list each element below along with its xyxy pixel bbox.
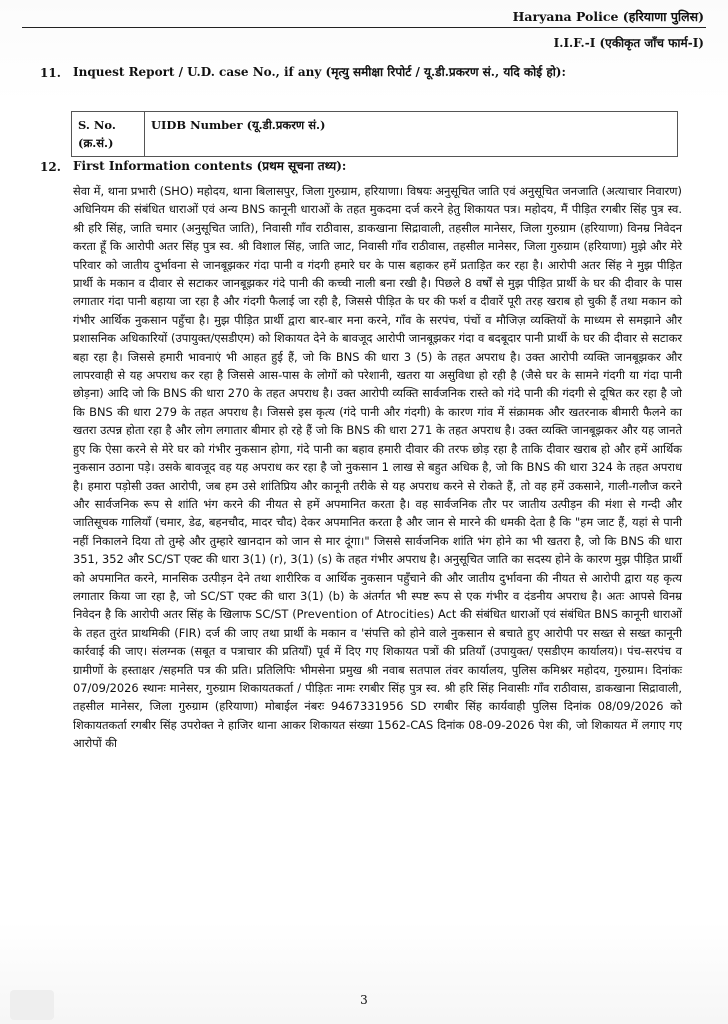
section-12-number: 12. [40,160,61,174]
section-11-title: Inquest Report / U.D. case No., if any (मृत्यु समीक्षा रिपोर्ट / यू.डी.प्रकरण सं., यदि कोई हो): [73,65,566,79]
header-org: Haryana Police (हरियाणा पुलिस) [512,9,704,24]
first-information-body [73,182,682,753]
ud-table-uidb-header: UIDB Number (यू.डी.प्रकरण सं.) [145,112,678,157]
form-id: I.I.F.-I (एकीकृत जाँच फार्म-I) [553,36,704,50]
section-12-title: First Information contents (प्रथम सूचना तथ्य): [73,159,347,173]
section-11-number: 11. [40,66,61,80]
ud-table-header-row [72,112,678,157]
fir-paragraph: सेवा में, थाना प्रभारी (SHO) महोदय, थाना बिलासपुर, जिला गुरुग्राम, हरियाणा। विषयः अनुसूचित जाति एवं अनुसूचित जनजाति (अत्याचार निवारण) अधिनियम की संबंधित धाराओं एवं अन्य BNS कानूनी धाराओं के तहत मुकदमा दर्ज करने हेतु शिकायत पत्र। महोदय, मैं पीड़ित रगबीर सिंह पुत्र स्व. श्री हरि सिंह, जाति चमार (अनुसूचित जाति), निवासी गाँव राठीवास, डाकखाना सिद्रावाली, तहसील मानेसर, जिला गुरुग्राम (हरियाणा) विनम्र निवेदन करता हूँ कि आरोपी अतर सिंह पुत्र स्व. श्री विशाल सिंह, जाति जाट, निवासी गाँव राठीवास, तहसील मानेसर, जिला गुरुग्राम (हरियाणा) मुझे और मेरे परिवार को जातीय दुर्भावना से जानबूझकर गंदा पानी व गंदगी हमारे घर के पास बहाकर हमें प्रताड़ित कर रहा है। आरोपी अतर सिंह ने मुझ पीड़ित प्रार्थी के मकान व दीवार से सटाकर जानबूझकर गंदे पानी की कच्ची नाली बना रखी है। पिछले 8 वर्षों से मुझ पीड़ित प्रार्थी के घर की दीवार के पास लगातार गंदा पानी बहाया जा रहा है और गंदगी फैलाई जा रही है, जिससे पीड़ित के घर की फर्श व दीवारें पूरी तरह खराब हो चुकी हैं तथा मकान को गंभीर आर्थिक नुकसान पहुँचा है। मुझ पीड़ित प्रार्थी द्वारा बार-बार मना करने, गाँव के सरपंच, पंचों व मौजिज़ व्यक्तियों के माध्यम से समझाने और प्रशासनिक अधिकारियों (उपायुक्त/एसडीएम) को शिकायत देने के बावजूद आरोपी जानबूझकर गंदा व बदबूदार पानी प्रार्थी के घर की दीवार से सटाकर बहा रहा है। जिससे हमारी भावनाएं भी आहत हुई हैं, जो कि BNS की धारा 3 (5) के तहत अपराध है। उक्त आरोपी व्यक्ति जानबूझकर और लापरवाही से यह अपराध कर रहा है जिससे आस-पास के लोगों को परेशानी, खतरा या असुविधा हो रही है (जैसे घर के सामने गंदगी या गंदा पानी छोड़ना) आदि जो कि BNS की धारा 270 के तहत अपराध है। उक्त आरोपी व्यक्ति सार्वजनिक रास्ते को गंदे पानी की गंदगी से दूषित कर रहा है जो कि BNS की धारा 279 के तहत अपराध है। जिससे इस कृत्य (गंदे पानी और गंदगी) के कारण गांव में संक्रामक और खतरनाक बीमारी फैलने का खतरा उत्पन्न होता रहा है और लोग लगातार बीमार हो रहे हैं जो कि BNS की धारा 271 के तहत अपराध है। उक्त व्यक्ति जानबूझकर और यह जानते हुए कि ऐसा करने से मेरे घर को गंभीर नुकसान होगा, गंदे पानी का बहाव हमारी दीवार की तरफ छोड़ रहा है ताकि दीवार खराब हो और हमें आर्थिक नुकसान उठाना पड़े। उसके बावजूद वह यह अपराध कर रहा है जो नुकसान 1 लाख से बहुत अधिक है, जो कि BNS की धारा 324 के तहत अपराध है। हमारा पड़ोसी उक्त आरोपी, जब हम उसे शांतिप्रिय और कानूनी तरीके से यह अपराध करने से रोकते हैं, तो वह हमें उकसाने, गाली-गलौज करने और सार्वजनिक रूप से शांति भंग करने की नीयत से हमें अपमानित करता है। वह सार्वजनिक तौर पर जातीय उत्पीड़न की मंशा से गन्दी और जातिसूचक गालियाँ (चमार, डेढ, बहनचौद, मादर चौद) देकर अपमानित करता है और जान से मारने की धमकी देता है कि "हम जाट हैं, यहां से पानी नहीं निकालने दिया तो तुम्हे और तुम्हारे खानदान को जान से मार दूंगा।" जिससे सार्वजनिक शांति भंग होने का भी खतरा है, जो कि BNS की धारा 351, 352 और SC/ST एक्ट की धारा 3(1) (r), 3(1) (s) के तहत गंभीर अपराध है। अनुसूचित जाति का सदस्य होने के कारण मुझ पीड़ित प्रार्थी को अपमानित करने, मानसिक उत्पीड़न देने तथा शारीरिक व आर्थिक नुकसान पहुँचाने की और जातीय दुर्भावना की नीयत से आरोपी द्वारा यह कृत्य लगातार किया जा रहा है, जो SC/ST एक्ट की धारा 3(1) (b) के अंतर्गत भी स्पष्ट रूप से एक गंभीर व दंडनीय अपराध है। अतः आपसे विनम्र निवेदन है कि आरोपी अतर सिंह के खिलाफ SC/ST (Prevention of Atrocities) Act की संबंधित धाराओं एवं संबंधित BNS कानूनी धाराओं के तहत तुरंत प्राथमिकी (FIR) दर्ज की जाए तथा प्रार्थी के मकान व 'संपत्ति को होने वाले नुकसान से बचाते हुए आरोपी पर सख्त से सख्त कानूनी कार्रवाई की जाए। संलग्नक (सबूत व पत्राचार की प्रतियाँ) पूर्व में दिए गए शिकायत पत्रों की प्रतियाँ (उपायुक्त/ एसडीएम कार्यालय)। पंच-सरपंच व ग्रामीणों के हस्ताक्षर /सहमति पत्र की प्रति। प्रतिलिपिः भीमसेना प्रमुख श्री नवाब सतपाल तंवर कार्यालय, पुलिस कमिश्नर महोदय, गुरुग्राम। दिनांकः 07/09/2026 स्थानः मानेसर, गुरुग्राम शिकायतकर्ता / पीड़ितः नामः रगबीर सिंह पुत्र स्व. श्री हरि सिंह निवासीः गाँव राठीवास, डाकखाना सिद्रावाली, तहसील मानेसर, जिला गुरुग्राम (हरियाणा) मोबाईल नंबरः 9467331956 SD रगबीर सिंह कार्यवाही पुलिस दिनांक 08/09/2026 को शिकायतकर्ता रगबीर सिंह उपरोक्त ने हाजिर थाना आकर शिकायत संख्या 1562-CAS दिनांक 08-09-2026 पेश की, जो शिकायत में लगाए गए आरोपों की [73,184,682,751]
page-number: 3 [360,993,368,1007]
header-rule [22,27,706,28]
ud-table [71,111,678,157]
ud-table-sno-header: S. No. (क्र.सं.) [72,112,145,157]
